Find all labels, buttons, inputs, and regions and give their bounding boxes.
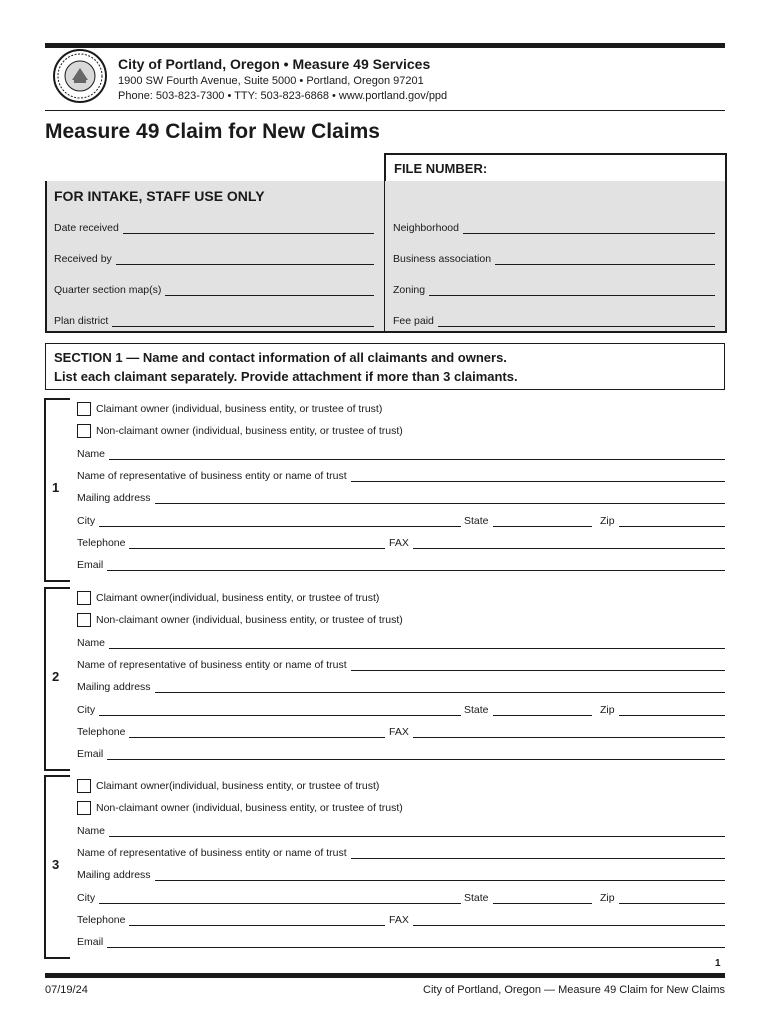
section-1-subtitle: List each claimant separately. Provide attachment if more than 3 claimants. <box>54 369 518 384</box>
claimant-number: 3 <box>52 857 60 872</box>
fax-field[interactable]: FAX <box>389 726 725 738</box>
fax-field[interactable]: FAX <box>389 914 725 926</box>
city-seal-logo <box>52 48 108 104</box>
name-field[interactable]: Name <box>77 448 725 460</box>
non-claimant-owner-checkbox[interactable]: Non-claimant owner (individual, business entity, or trustee of trust) <box>77 801 403 815</box>
telephone-field[interactable]: Telephone <box>77 726 385 738</box>
email-field[interactable]: Email <box>77 748 725 760</box>
name-field[interactable]: Name <box>77 637 725 649</box>
state-field[interactable]: State <box>464 515 592 527</box>
org-name: City of Portland, Oregon • Measure 49 Services <box>118 56 431 72</box>
footer-text: City of Portland, Oregon — Measure 49 Claim for New Claims <box>423 984 725 996</box>
org-address: 1900 SW Fourth Avenue, Suite 5000 • Portland, Oregon 97201 <box>118 75 424 87</box>
mailing-address-field[interactable]: Mailing address <box>77 681 725 693</box>
claimant-number: 1 <box>52 480 60 495</box>
telephone-field[interactable]: Telephone <box>77 537 385 549</box>
section-1-heading-box <box>45 343 725 390</box>
city-field[interactable]: City <box>77 515 461 527</box>
representative-field[interactable]: Name of representative of business entity or name of trust <box>77 847 725 859</box>
claimant-number: 2 <box>52 669 60 684</box>
state-field[interactable]: State <box>464 704 592 716</box>
intake-heading: FOR INTAKE, STAFF USE ONLY <box>54 188 265 204</box>
non-claimant-owner-checkbox[interactable]: Non-claimant owner (individual, business entity, or trustee of trust) <box>77 613 403 627</box>
checkbox-icon[interactable] <box>77 402 91 416</box>
fax-field[interactable]: FAX <box>389 537 725 549</box>
mailing-address-field[interactable]: Mailing address <box>77 869 725 881</box>
email-field[interactable]: Email <box>77 936 725 948</box>
file-number-label: FILE NUMBER: <box>394 161 488 176</box>
non-claimant-owner-checkbox[interactable]: Non-claimant owner (individual, business entity, or trustee of trust) <box>77 424 403 438</box>
state-field[interactable]: State <box>464 892 592 904</box>
revision-date: 07/19/24 <box>45 984 88 996</box>
zoning-field[interactable]: Zoning <box>393 284 715 296</box>
checkbox-icon[interactable] <box>77 801 91 815</box>
header-divider <box>45 110 725 111</box>
checkbox-icon[interactable] <box>77 779 91 793</box>
name-field[interactable]: Name <box>77 825 725 837</box>
claimant-owner-checkbox[interactable]: Claimant owner (individual, business entity, or trustee of trust) <box>77 402 382 416</box>
received-by-field[interactable]: Received by <box>54 253 374 265</box>
email-field[interactable]: Email <box>77 559 725 571</box>
zip-field[interactable]: Zip <box>600 515 725 527</box>
checkbox-icon[interactable] <box>77 424 91 438</box>
date-received-field[interactable]: Date received <box>54 222 374 234</box>
org-contact: Phone: 503-823-7300 • TTY: 503-823-6868 • www.portland.gov/ppd <box>118 90 448 102</box>
representative-field[interactable]: Name of representative of business entity or name of trust <box>77 659 725 671</box>
plan-district-field[interactable]: Plan district <box>54 315 374 327</box>
footer-rule <box>45 973 725 978</box>
claimant-owner-checkbox[interactable]: Claimant owner(individual, business entity, or trustee of trust) <box>77 591 379 605</box>
telephone-field[interactable]: Telephone <box>77 914 385 926</box>
representative-field[interactable]: Name of representative of business entity or name of trust <box>77 470 725 482</box>
claimant-owner-checkbox[interactable]: Claimant owner(individual, business entity, or trustee of trust) <box>77 779 379 793</box>
checkbox-icon[interactable] <box>77 591 91 605</box>
intake-divider <box>384 181 385 331</box>
zip-field[interactable]: Zip <box>600 704 725 716</box>
header-rule <box>45 43 725 48</box>
page-title: Measure 49 Claim for New Claims <box>45 120 380 143</box>
neighborhood-field[interactable]: Neighborhood <box>393 222 715 234</box>
fee-paid-field[interactable]: Fee paid <box>393 315 715 327</box>
checkbox-icon[interactable] <box>77 613 91 627</box>
file-number-box[interactable] <box>384 153 727 184</box>
mailing-address-field[interactable]: Mailing address <box>77 492 725 504</box>
page-number: 1 <box>715 958 721 969</box>
quarter-section-field[interactable]: Quarter section map(s) <box>54 284 374 296</box>
business-association-field[interactable]: Business association <box>393 253 715 265</box>
section-1-title: SECTION 1 — Name and contact information of all claimants and owners. <box>54 350 507 365</box>
city-field[interactable]: City <box>77 704 461 716</box>
city-field[interactable]: City <box>77 892 461 904</box>
zip-field[interactable]: Zip <box>600 892 725 904</box>
